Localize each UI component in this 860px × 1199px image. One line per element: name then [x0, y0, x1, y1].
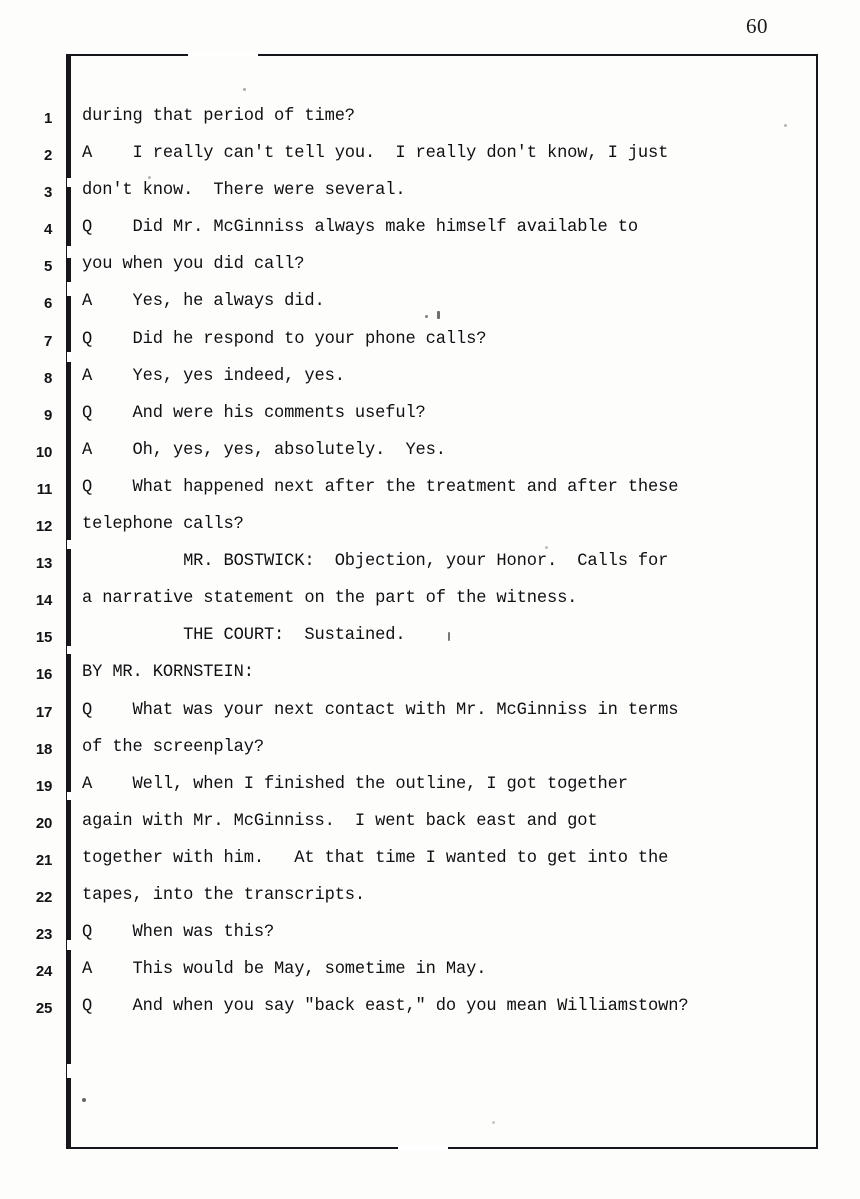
line-text: Q Did he respond to your phone calls? — [82, 329, 487, 349]
line-text: a narrative statement on the part of the witness. — [82, 589, 578, 609]
line-number: 18 — [35, 740, 52, 758]
line-number: 17 — [35, 703, 52, 721]
line-number: 5 — [43, 258, 52, 276]
transcript-line — [0, 511, 860, 548]
line-text: THE COURT: Sustained. — [82, 626, 406, 646]
line-text: Q What was your next contact with Mr. McGinniss in terms — [82, 700, 679, 720]
line-text: Q What happened next after the treatment and after these — [82, 477, 679, 497]
transcript-line — [0, 734, 860, 771]
line-text: during that period of time? — [82, 107, 355, 126]
line-number: 20 — [35, 814, 52, 832]
line-text: you when you did call? — [82, 255, 305, 275]
transcript-lines — [0, 103, 860, 1030]
transcript-line — [0, 437, 860, 474]
line-text: A Yes, yes indeed, yes. — [82, 366, 345, 386]
transcript-line — [0, 845, 860, 882]
line-number: 4 — [43, 221, 52, 239]
line-number: 25 — [35, 1000, 52, 1018]
scan-speck — [492, 1121, 495, 1124]
line-text: A Yes, he always did. — [82, 292, 325, 312]
line-text: Q When was this? — [82, 923, 275, 943]
line-number: 8 — [43, 369, 52, 387]
transcript-line — [0, 771, 860, 808]
transcript-line — [0, 993, 860, 1030]
transcript-line — [0, 585, 860, 622]
line-text: A Well, when I finished the outline, I got together — [82, 774, 628, 794]
line-text: MR. BOSTWICK: Objection, your Honor. Calls for — [82, 552, 669, 572]
transcript-line — [0, 808, 860, 845]
line-number: 7 — [43, 332, 52, 350]
line-number: 19 — [35, 777, 52, 795]
line-number: 6 — [43, 295, 52, 313]
line-number: 11 — [36, 480, 52, 498]
line-number: 16 — [35, 666, 52, 684]
line-text: tapes, into the transcripts. — [82, 885, 366, 905]
line-text: A This would be May, sometime in May. — [82, 960, 487, 980]
line-text: again with Mr. McGinniss. I went back east and got — [82, 811, 598, 831]
line-number: 2 — [43, 147, 52, 165]
line-number: 13 — [35, 555, 52, 573]
line-number: 24 — [35, 963, 52, 981]
line-number: 15 — [35, 629, 52, 647]
transcript-line — [0, 363, 860, 400]
transcript-line — [0, 659, 860, 696]
line-text: BY MR. KORNSTEIN: — [82, 663, 254, 683]
line-number: 9 — [43, 406, 52, 424]
transcript-line — [0, 882, 860, 919]
line-text: of the screenplay? — [82, 737, 264, 757]
line-text: A I really can't tell you. I really don't know, I just — [82, 144, 669, 164]
scan-speck — [82, 1098, 86, 1102]
transcript-line — [0, 288, 860, 325]
transcript-line — [0, 251, 860, 288]
transcript-line — [0, 326, 860, 363]
line-number: 12 — [35, 518, 52, 536]
transcript-line — [0, 140, 860, 177]
transcript-line — [0, 956, 860, 993]
scan-speck — [243, 88, 246, 91]
transcript-line — [0, 474, 860, 511]
transcript-line — [0, 919, 860, 956]
page-number: 60 — [746, 14, 768, 38]
transcript-line — [0, 177, 860, 214]
rule-gap — [67, 1064, 72, 1078]
line-text: don't know. There were several. — [82, 181, 406, 201]
line-text: together with him. At that time I wanted to get into the — [82, 848, 669, 868]
line-number: 10 — [35, 443, 52, 461]
transcript-line — [0, 400, 860, 437]
transcript-line — [0, 103, 860, 140]
transcript-line — [0, 697, 860, 734]
line-number: 14 — [35, 592, 52, 610]
line-number: 3 — [43, 184, 52, 202]
line-text: telephone calls? — [82, 515, 244, 535]
line-text: Q And when you say "back east," do you mean Williamstown? — [82, 997, 689, 1017]
line-number: 22 — [35, 888, 52, 906]
line-number: 21 — [35, 851, 52, 869]
transcript-line — [0, 622, 860, 659]
line-text: A Oh, yes, yes, absolutely. Yes. — [82, 440, 446, 460]
line-number: 23 — [35, 926, 52, 944]
transcript-line — [0, 548, 860, 585]
line-text: Q And were his comments useful? — [82, 403, 426, 423]
transcript-line — [0, 214, 860, 251]
line-text: Q Did Mr. McGinniss always make himself available to — [82, 218, 638, 238]
line-number: 1 — [43, 110, 52, 127]
